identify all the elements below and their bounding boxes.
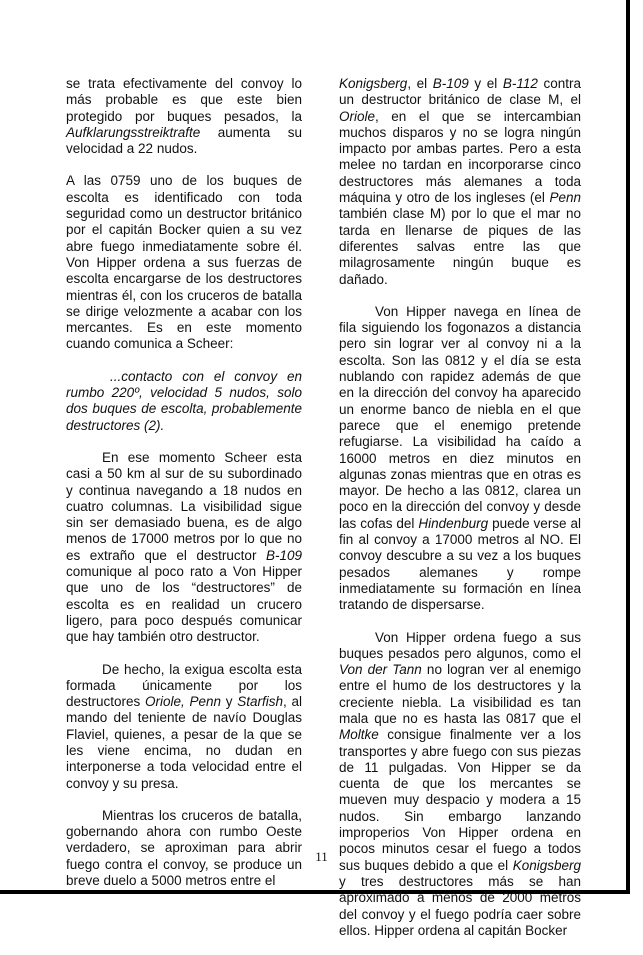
paragraph: A las 0759 uno de los buques de escolta es identificado con toda seguridad como un destructor británico por el capitán Bocker quien a su vez abre fuego inmediatamente sobre él. Von Hipper ordena a sus fuerzas de escolta encargarse de los destructores mientras él, con los cruceros de batalla se dirige velozmente a acabar con los mercantes. Es en este momento cuando comunica a Scheer: bbox=[66, 173, 302, 352]
paragraph: Mientras los cruceros de batalla, gobernando ahora con rumbo Oeste verdadero, se aproximan para abrir fuego contra el convoy, se produce un breve duelo a 5000 metros entre el bbox=[66, 807, 302, 889]
paragraph: De hecho, la exigua escolta esta formada únicamente por los destructores Oriole, Penn y Starfish, al mando del teniente de navío Douglas Flaviel, quienes, a pesar de la que se les viene encima, no dudan en interponerse a toda velocidad entre el convoy y su presa. bbox=[66, 661, 302, 791]
page-number: 11 bbox=[315, 849, 328, 864]
paragraph: se trata efectivamente del convoy lo más probable es que este bien protegido por buques pesados, la Aufklarungsstreiktrafte aumenta su velocidad a 22 nudos. bbox=[66, 76, 302, 157]
paragraph: Von Hipper ordena fuego a sus buques pesados pero algunos, como el Von der Tann no logran ver al enemigo entre el humo de los destructores y la creciente niebla. La visibilidad es tan mala que no es hasta las 0817 que el Moltke consigue finalmente ver a los transportes y abre fuego con sus piezas de 11 pulgadas. Von Hipper se da cuenta de que los mercantes se mueven muy despacio y modera a 15 nudos. Sin embargo lanzando improperios Von Hipper ordena en pocos minutos cesar el fuego a todos sus buques debido a que el Konigsberg y tres destructores más se han aproximado a menos de 2000 metros del convoy y el fuego podría caer sobre ellos. Hipper ordena al capitán Bocker bbox=[339, 629, 581, 938]
paragraph: Von Hipper navega en línea de fila siguiendo los fogonazos a distancia pero sin lograr ver al convoy ni a la escolta. Son las 0812 y el día se esta nublando con rapidez además de que en la dirección del convoy ha aparecido un enorme banco de niebla en el que parece que el enemigo pretende refugiarse. La visibilidad ha caído a 16000 metros en diez minutos en algunas zonas mientras que en otras es mayor. De hecho a las 0812, clarea un poco en la dirección del convoy y desde las cofas del Hindenburg puede verse al fin al convoy a 17000 metros al NO. El convoy descubre a su vez a los buques pesados alemanes y rompe inmediatamente su formación en línea tratando de dispersarse. bbox=[339, 303, 582, 613]
left-column bbox=[66, 76, 302, 905]
paragraph: En ese momento Scheer esta casi a 50 km al sur de su subordinado y continua navegando a 18 nudos en cuatro columnas. La visibilidad sigue sin ser demasiado buena, es de algo menos de 17000 metros por lo que no es extraño que el destructor B-109 comunique al poco rato a Von Hipper que uno de los “destructores” de escolta es en realidad un crucero ligero, para poco después comunicar que hay también otro destructor. bbox=[66, 449, 302, 645]
quotation: ...contacto con el convoy en rumbo 220º, velocidad 5 nudos, solo dos buques de escolta, probablemente destructores (2). bbox=[66, 368, 302, 433]
right-column bbox=[339, 76, 581, 955]
paragraph: Konigsberg, el B-109 y el B-112 contra un destructor británico de clase M, el Oriole, en el que se intercambian muchos disparos y no se logra ningún impacto por ambas partes. Pero a esta melee no tardan en incorporarse cinco destructores más alemanes a toda máquina y otro de los ingleses (el Penn también clase M) por lo que el mar no tarda en llenarse de piques de las diferentes salvas entre las que milagrosamente ningún buque es dañado. bbox=[339, 76, 581, 287]
